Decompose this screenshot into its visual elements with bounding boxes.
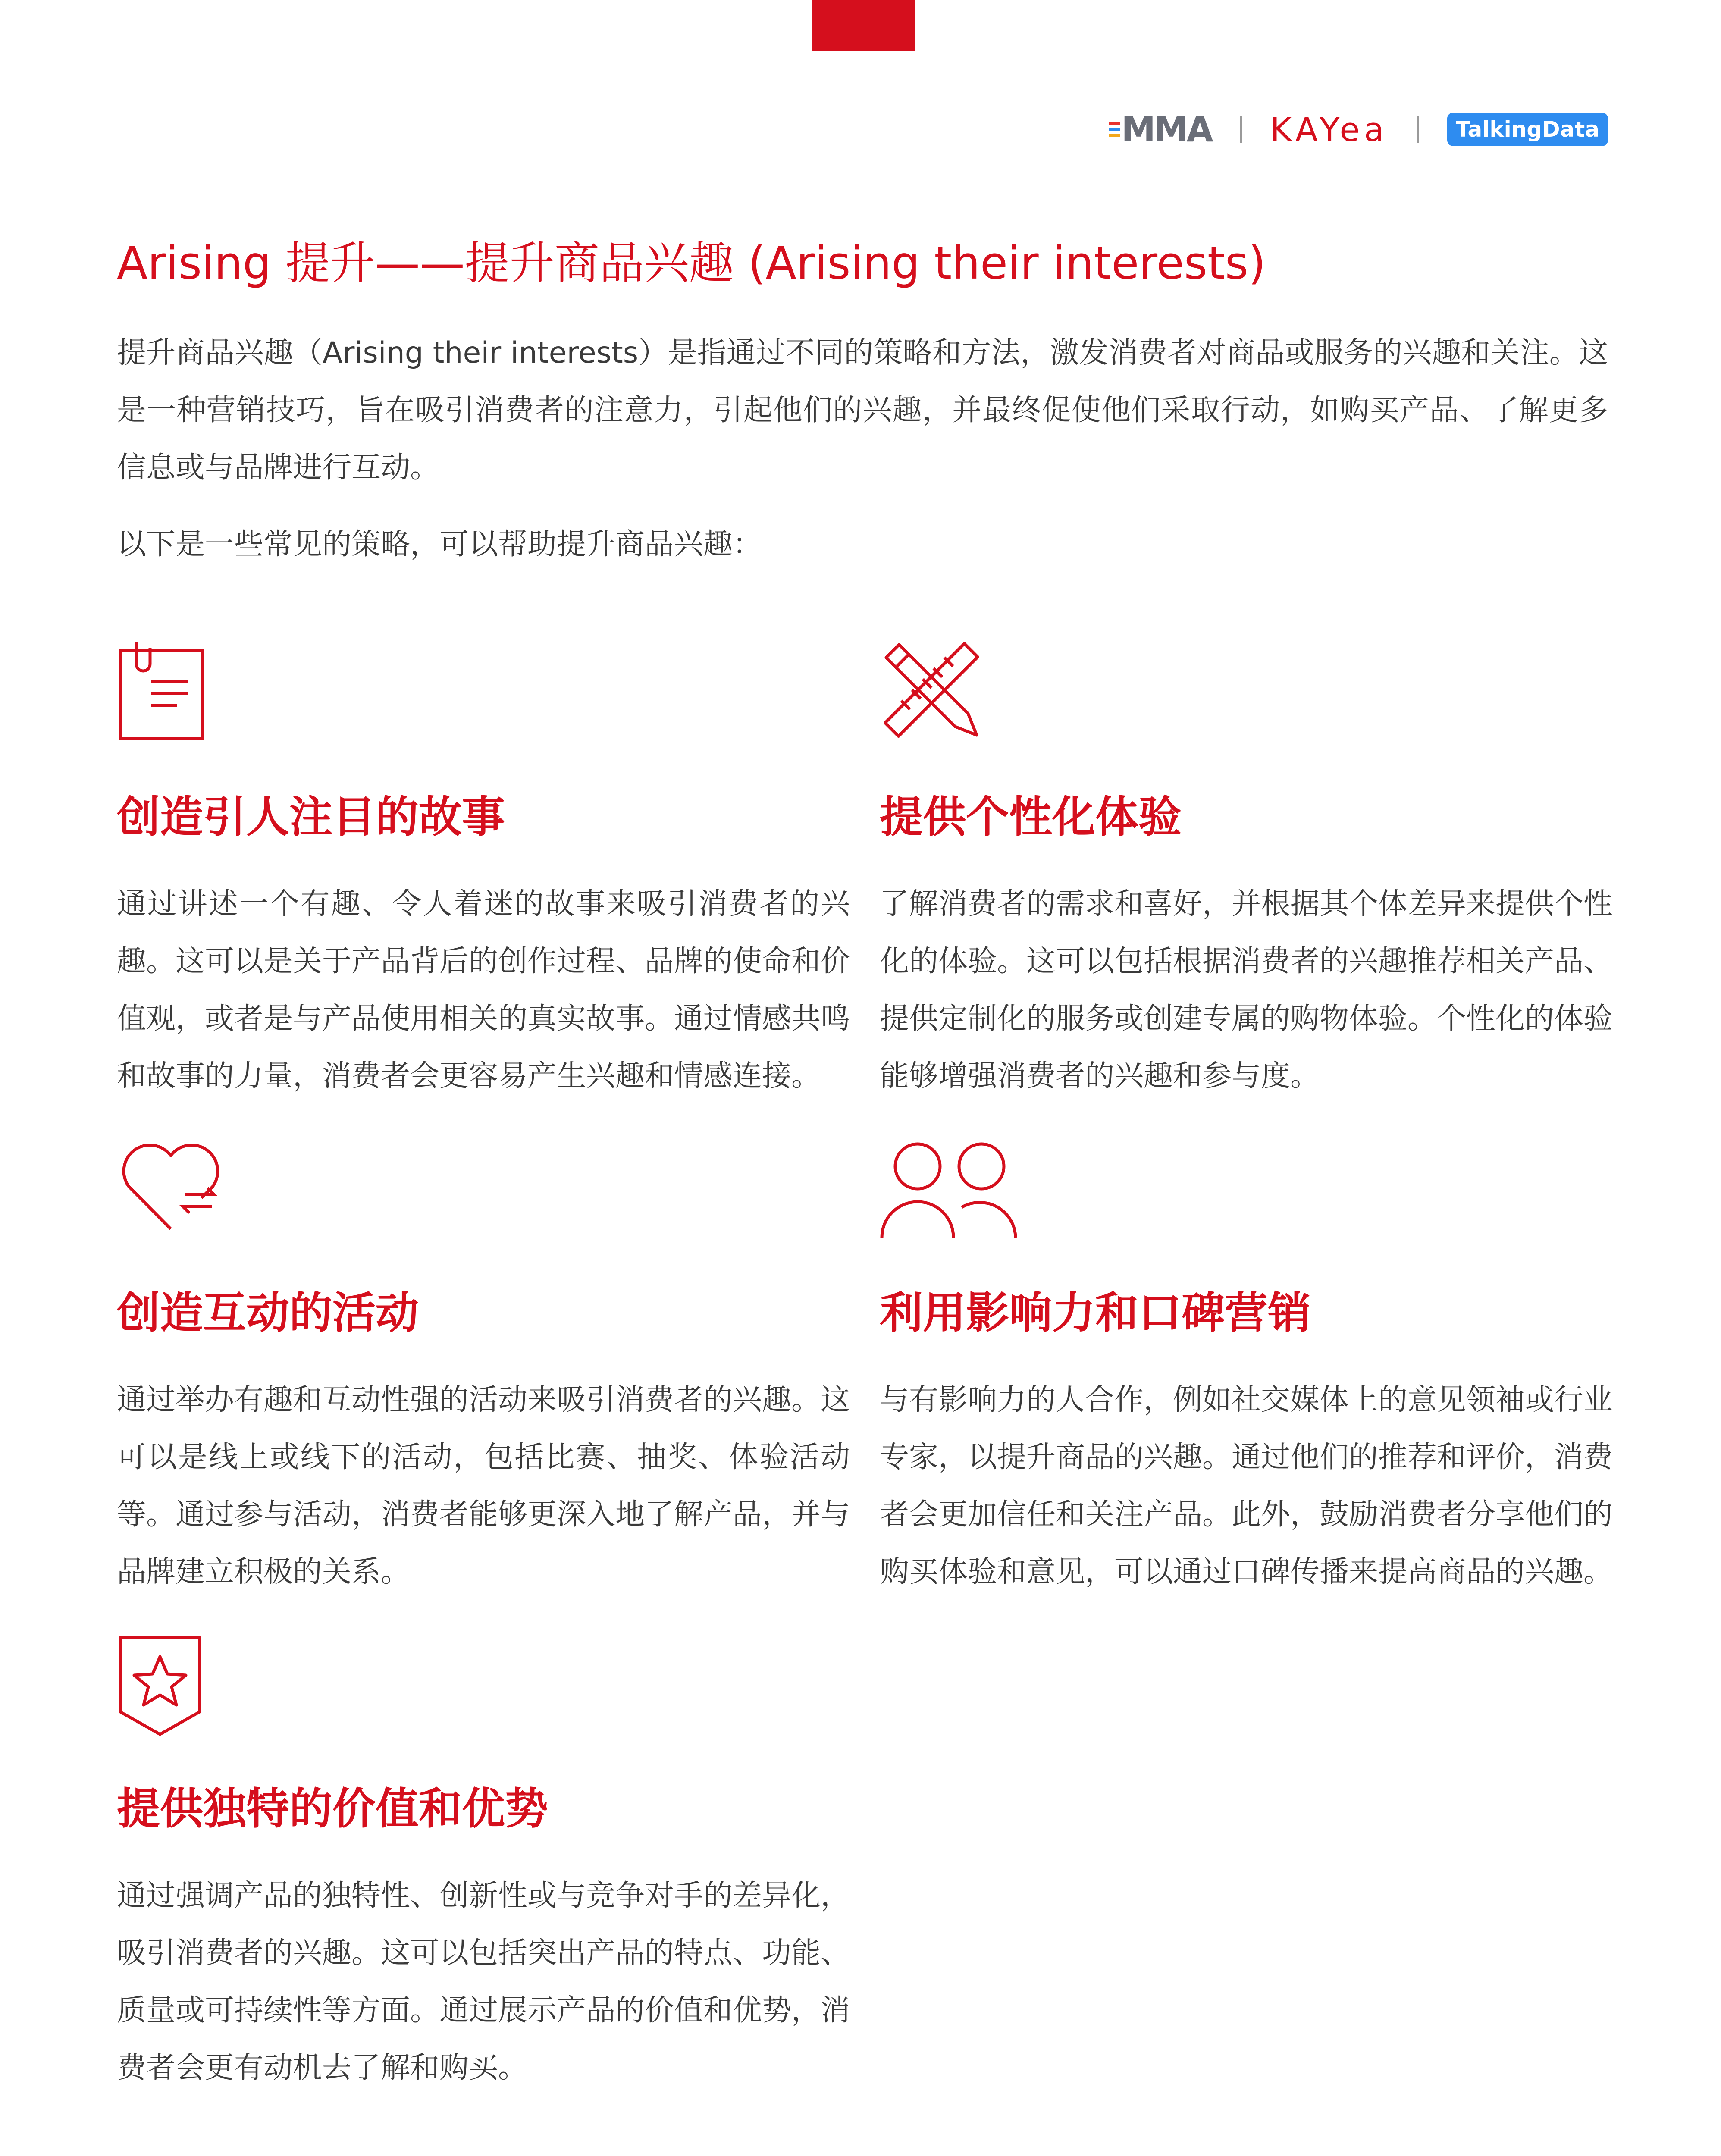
star-badge-icon (117, 1634, 203, 1739)
strategy-heading: 利用影响力和口碑营销 (880, 1288, 1311, 1338)
logo-divider (1240, 116, 1242, 143)
strategy-body: 与有影响力的人合作，例如社交媒体上的意见领袖或行业专家，以提升商品的兴趣。通过他们的推荐和评价，消费者会更加信任和关注产品。此外，鼓励消费者分享他们的购买体验和意见，可以通过口碑传播来提高商品的兴趣。 (880, 1383, 1613, 1589)
mma-logo-bars (1109, 122, 1120, 137)
strategy-body: 了解消费者的需求和喜好，并根据其个体差异来提供个性化的体验。这可以包括根据消费者的兴趣推荐相关产品、提供定制化的服务或创建专属的购物体验。个性化的体验能够增强消费者的兴趣和参与度。 (880, 887, 1613, 1093)
pencil-ruler-icon (880, 638, 983, 743)
strategy-body: 通过强调产品的独特性、创新性或与竞争对手的差异化，吸引消费者的兴趣。这可以包括突出产品的特点、功能、质量或可持续性等方面。通过展示产品的价值和优势，消费者会更有动机去了解和购买。 (117, 1879, 850, 2085)
strategy-body: 通过讲述一个有趣、令人着迷的故事来吸引消费者的兴趣。这可以是关于产品背后的创作过程、品牌的使命和价值观，或者是与产品使用相关的真实故事。通过情感共鸣和故事的力量，消费者会更容易产生兴趣和情感连接。 (117, 887, 850, 1093)
intro-paragraph: 提升商品兴趣（Arising their interests）是指通过不同的策略和方法，激发消费者对商品或服务的兴趣和关注。这是一种营销技巧，旨在吸引消费者的注意力，引起他们的兴趣，并最终促使他们采取行动，如购买产品、了解更多信息或与品牌进行互动。 (117, 336, 1608, 485)
strategy-heading: 创造互动的活动 (117, 1288, 419, 1338)
page-title: Arising 提升——提升商品兴趣 (Arising their interests) (117, 237, 1266, 289)
lead-paragraph: 以下是一些常见的策略，可以帮助提升商品兴趣： (117, 527, 762, 561)
partner-logos (1109, 106, 1608, 153)
mma-logo (1109, 110, 1211, 150)
kayea-logo: KAYea (1270, 110, 1389, 149)
talkingdata-logo: TalkingData (1447, 113, 1608, 146)
clipboard-icon (117, 638, 207, 743)
strategy-heading: 提供个性化体验 (880, 792, 1182, 842)
heart-exchange-icon (117, 1138, 225, 1235)
strategy-body: 通过举办有趣和互动性强的活动来吸引消费者的兴趣。这可以是线上或线下的活动，包括比赛、抽奖、体验活动等。通过参与活动，消费者能够更深入地了解产品，并与品牌建立积极的关系。 (117, 1383, 850, 1589)
mma-logo-text: MMA (1121, 109, 1212, 150)
logo-divider (1417, 116, 1419, 143)
strategy-heading: 提供独特的价值和优势 (117, 1783, 548, 1834)
top-accent-tab (812, 0, 915, 51)
strategy-heading: 创造引人注目的故事 (117, 792, 505, 842)
users-icon (880, 1138, 1018, 1244)
